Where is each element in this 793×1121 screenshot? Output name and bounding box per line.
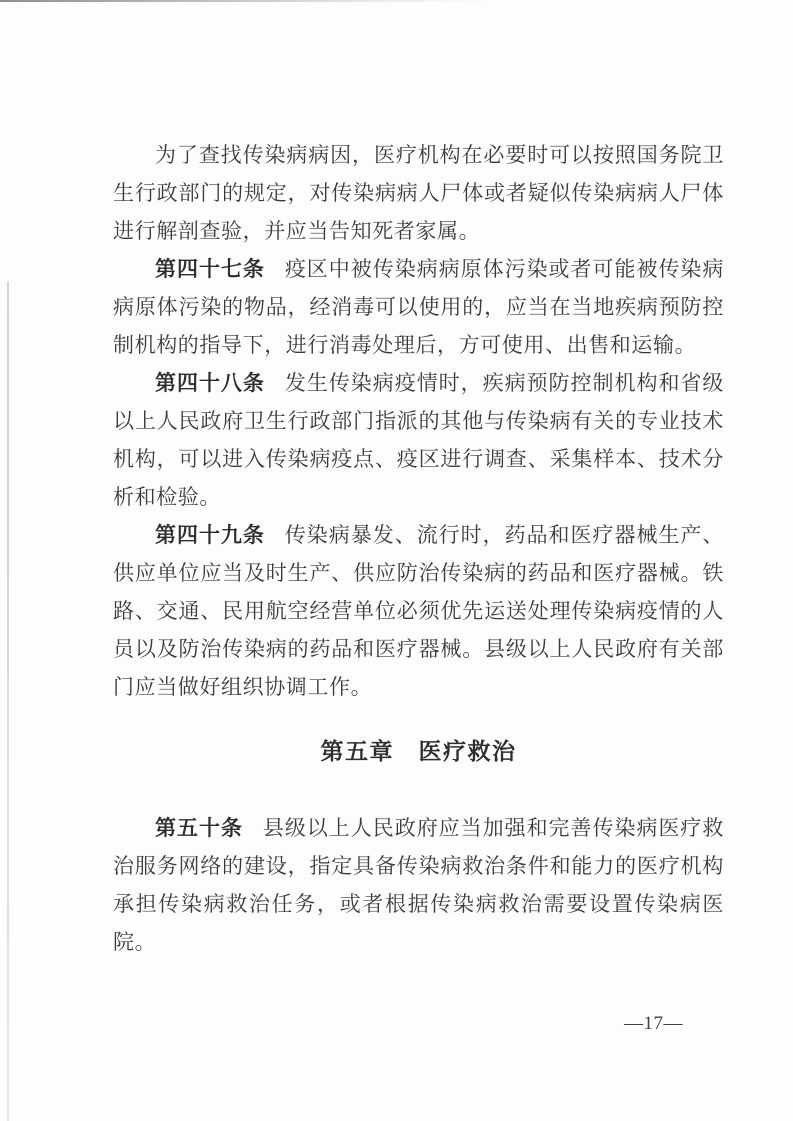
chapter-5-heading: 第五章 医疗救治	[320, 739, 517, 764]
paragraph-article-47	[113, 250, 724, 364]
paragraph-text: 为了查找传染病病因，医疗机构在必要时可以按照国务院卫生行政部门的规定，对传染病病人尸体或者疑似传染病病人尸体进行解剖查验，并应当告知死者家属。	[113, 143, 724, 243]
article-47-text: 疫区中被传染病病原体污染或者可能被传染病病原体污染的物品，经消毒可以使用的，应当在当地疾病预防控制机构的指导下，进行消毒处理后，方可使用、出售和运输。	[113, 257, 725, 357]
scan-top-edge-artifact	[0, 0, 492, 2]
article-49-number: 第四十九条	[155, 523, 265, 547]
article-48-text: 发生传染病疫情时，疾病预防控制机构和省级以上人民政府卫生行政部门指派的其他与传染病有关的专业技术机构，可以进入传染病疫点、疫区进行调查、采集样本、技术分析和检验。	[113, 371, 725, 509]
article-48-number: 第四十八条	[155, 371, 265, 395]
document-body	[113, 136, 724, 961]
paragraph-autopsy-provision	[113, 136, 724, 250]
paragraph-article-50	[113, 809, 724, 961]
page-number: —17—	[624, 1013, 683, 1034]
paragraph-article-49	[113, 516, 724, 706]
scan-left-edge-artifact	[7, 282, 9, 1121]
article-49-text: 传染病暴发、流行时，药品和医疗器械生产、供应单位应当及时生产、供应防治传染病的药品和医疗器械。铁路、交通、民用航空经营单位必须优先运送处理传染病疫情的人员以及防治传染病的药品和医疗器械。县级以上人民政府有关部门应当做好组织协调工作。	[113, 523, 725, 699]
article-50-number: 第五十条	[155, 816, 243, 840]
article-47-number: 第四十七条	[155, 257, 265, 281]
article-50-text: 县级以上人民政府应当加强和完善传染病医疗救治服务网络的建设，指定具备传染病救治条件和能力的医疗机构承担传染病救治任务，或者根据传染病救治需要设置传染病医院。	[113, 816, 724, 954]
paragraph-article-48	[113, 364, 724, 516]
